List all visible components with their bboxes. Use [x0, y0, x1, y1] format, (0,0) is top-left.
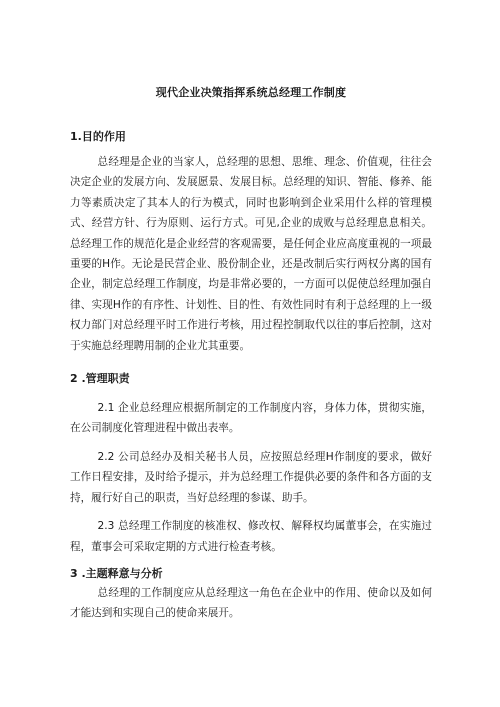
section-heading-responsibilities: 2 .管理职责 [70, 372, 130, 386]
paragraph-responsibility-2-2: 2.2 公司总经办及相关秘书人员，应按照总经理H作制度的要求，做好工作日程安排，及时给予提示，并为总经理工作提供必要的条件和各方面的支持，履行好自己的职责，当好总经理的参谋、助手。 [70, 450, 432, 504]
paragraph-responsibility-2-3: 2.3 总经理工作制度的核准权、修改权、解释权均属董事会，在实施过程，董事会可采取定期的方式进行检查考核。 [70, 520, 432, 553]
section-heading-purpose: 1.目的作用 [70, 130, 126, 143]
paragraph-purpose: 总经理是企业的当家人，总经理的思想、思维、理念、价值观，往往会决定企业的发展方向、发展愿景、发展目标。总经理的知识、智能、修养、能力等素质决定了其本人的行为模式，同时也影响到企业采用什么样的管理模式、经营方针、行为原则、运行方式。可见,企业的成败与总经理息息相关。总经理工作的规范化是企业经营的客观需要，是任何企业应高度重视的一项最重要的H作。无论是民营企业、股份制企业，还是改制后实行两权分离的国有企业，制定总经理工作制度，均是非常必要的，一方面可以促使总经理加强自律、实现H作的有序性、计划性、目的性、有效性同时有利于总经理的上一级权力部门对总经理平时工作进行考核，用过程控制取代以往的事后控制，这对于实施总经理聘用制的企业尤其重要。 [70, 156, 432, 352]
section-heading-topic-analysis: 3 .主题释意与分析 [70, 566, 163, 580]
document-title: 现代企业决策指挥系统总经理工作制度 [155, 86, 347, 99]
paragraph-responsibility-2-1: 2.1 企业总经理应根据所制定的工作制度内容，身体力体，贯彻实施，在公司制度化管理进程中做出表率。 [70, 402, 432, 435]
paragraph-topic-analysis: 总经理的工作制度应从总经理这一角色在企业中的作用、使命以及如何才能达到和实现自己的使命来展开。 [70, 586, 432, 620]
